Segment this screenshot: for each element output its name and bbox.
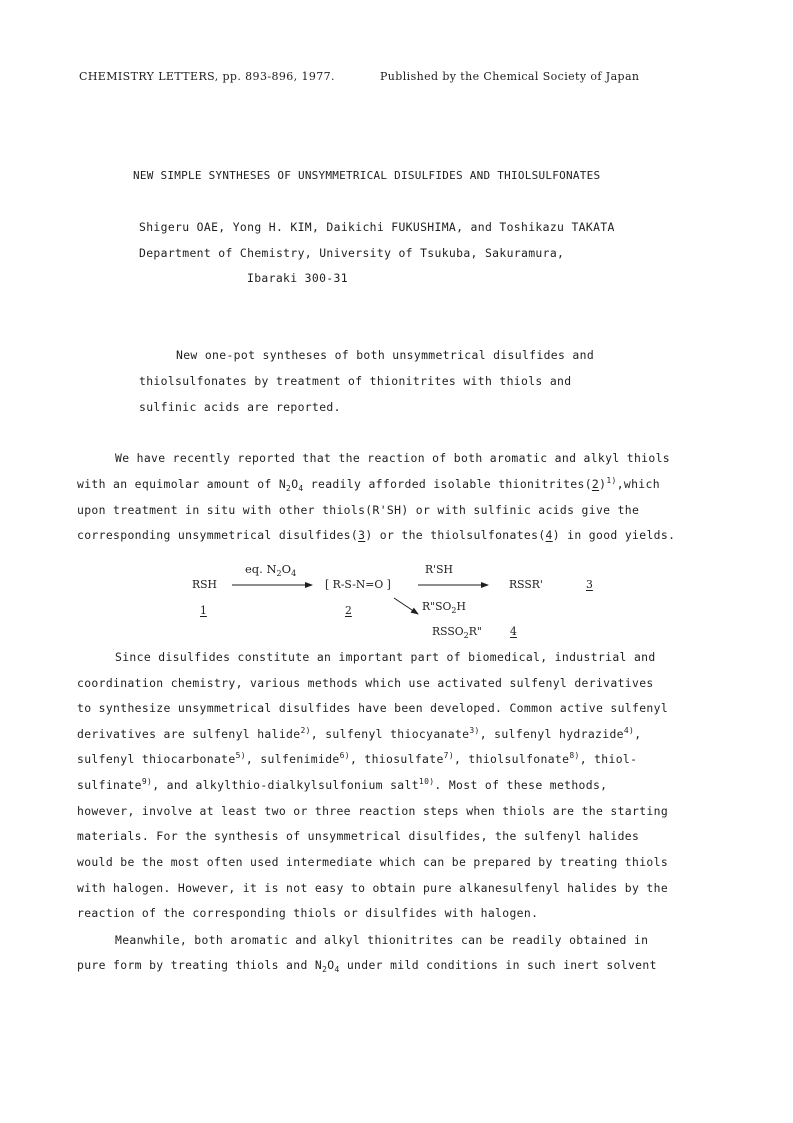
text-run: corresponding unsymmetrical disulfides( <box>77 528 359 542</box>
text-run: , and alkylthio-dialkylsulfonium salt <box>152 778 419 792</box>
subscript: 4 <box>334 965 340 974</box>
body-line: however, involve at least two or three reaction steps when thiols are the starting <box>77 804 669 818</box>
reference-mark: 6) <box>339 751 350 760</box>
text-run: O <box>291 477 299 491</box>
reference-mark: 9) <box>141 777 153 786</box>
product-thiolsulfonate <box>432 625 482 638</box>
subscript: 2 <box>286 484 292 493</box>
text-run: eq. N <box>245 562 277 576</box>
body-line <box>77 727 641 741</box>
compound-number-3: 3 <box>586 578 593 591</box>
compound-number-1: 1 <box>200 604 207 617</box>
abstract-line: thiolsulfonates by treatment of thionitrites with thiols and <box>139 374 572 388</box>
reference-mark: 7) <box>443 751 455 760</box>
text-run: H <box>456 600 466 613</box>
text-run: under mild conditions in such inert solvent <box>339 958 657 972</box>
compound-number-2: 2 <box>345 604 352 617</box>
compound-number: 2 <box>591 477 600 491</box>
body-line: Meanwhile, both aromatic and alkyl thionitrites can be readily obtained in <box>115 933 649 947</box>
text-run: with an equimolar amount of N <box>77 477 287 491</box>
reagent-thiol: R'SH <box>425 563 453 576</box>
text-run: ) in good yields. <box>552 528 676 542</box>
subscript: 2 <box>322 965 328 974</box>
text-run: , sulfenyl hydrazide <box>479 727 624 741</box>
text-run: , thiol- <box>579 752 638 766</box>
reference-mark: 5) <box>235 751 246 760</box>
compound-number: 3 <box>358 528 366 542</box>
text-run: sulfenyl thiocarbonate <box>77 752 236 766</box>
body-line: to synthesize unsymmetrical disulfides have been developed. Common active sulfenyl <box>77 701 669 715</box>
body-line <box>77 958 657 972</box>
reference-mark: 10) <box>418 777 435 786</box>
body-line: Since disulfides constitute an important part of biomedical, industrial and <box>115 650 656 664</box>
publisher-note: Published by the Chemical Society of Japan <box>380 70 640 83</box>
abstract-line: sulfinic acids are reported. <box>139 400 341 414</box>
text-run: O <box>281 562 292 576</box>
text-run: , thiosulfate <box>349 752 444 766</box>
affiliation-line-1: Department of Chemistry, University of Tsukuba, Sakuramura, <box>139 246 565 260</box>
subscript: 4 <box>298 484 304 493</box>
text-run: pure form by treating thiols and N <box>77 958 323 972</box>
compound-number-4: 4 <box>510 625 517 638</box>
reaction-arrow-3 <box>394 598 418 614</box>
text-run: O <box>327 958 335 972</box>
body-line <box>77 778 607 792</box>
subscript: 2 <box>276 569 282 578</box>
abstract-line: New one-pot syntheses of both unsymmetrical disulfides and <box>176 348 595 362</box>
paper-title: NEW SIMPLE SYNTHESES OF UNSYMMETRICAL DISULFIDES AND THIOLSULFONATES <box>133 169 601 182</box>
subscript: 2 <box>463 631 469 640</box>
body-line: materials. For the synthesis of unsymmetrical disulfides, the sulfenyl halides <box>77 829 640 843</box>
reference-mark: 1) <box>606 476 617 485</box>
text-run: R"SO <box>422 600 452 613</box>
text-run: , thiolsulfonate <box>454 752 570 766</box>
body-line <box>77 752 637 766</box>
subscript: 4 <box>291 569 297 578</box>
text-run: ) or the thiolsulfonates( <box>365 528 546 542</box>
product-disulfide: RSSR' <box>509 578 543 591</box>
text-run: ,which <box>616 477 660 491</box>
reagent-n2o4 <box>245 563 296 576</box>
text-run: , sulfenimide <box>245 752 340 766</box>
text-run: derivatives are sulfenyl halide <box>77 727 301 741</box>
text-run: ) <box>599 477 607 491</box>
text-run: R" <box>468 625 482 638</box>
author-list: Shigeru OAE, Yong H. KIM, Daikichi FUKUSHIMA, and Toshikazu TAKATA <box>139 220 615 234</box>
reference-mark: 8) <box>569 751 580 760</box>
reagent-sulfinic-acid <box>422 600 466 613</box>
body-line: coordination chemistry, various methods which use activated sulfenyl derivatives <box>77 676 654 690</box>
affiliation-line-2: Ibaraki 300-31 <box>247 271 348 285</box>
text-run: readily afforded isolable thionitrites( <box>303 477 592 491</box>
text-run: , sulfenyl thiocyanate <box>310 727 470 741</box>
body-line: would be the most often used intermediate which can be prepared by treating thiols <box>77 855 669 869</box>
reference-mark: 2) <box>300 726 311 735</box>
journal-citation: CHEMISTRY LETTERS, pp. 893-896, 1977. <box>79 70 335 83</box>
text-run: RSSO <box>432 625 464 638</box>
compound-number: 4 <box>545 528 553 542</box>
body-line: reaction of the corresponding thiols or disulfides with halogen. <box>77 906 539 920</box>
text-run: , <box>634 727 642 741</box>
reference-mark: 3) <box>469 726 480 735</box>
intermediate-thionitrite: [ R-S-N=O ] <box>325 578 391 591</box>
body-line: We have recently reported that the reaction of both aromatic and alkyl thiols <box>115 451 670 465</box>
body-line: upon treatment in situ with other thiols(R'SH) or with sulfinic acids give the <box>77 503 640 517</box>
subscript: 2 <box>451 606 457 615</box>
reference-mark: 4) <box>623 726 635 735</box>
reactant-rsh: RSH <box>192 578 217 591</box>
body-line: with halogen. However, it is not easy to obtain pure alkanesulfenyl halides by the <box>77 881 669 895</box>
text-run: sulfinate <box>77 778 142 792</box>
text-run: . Most of these methods, <box>434 778 608 792</box>
